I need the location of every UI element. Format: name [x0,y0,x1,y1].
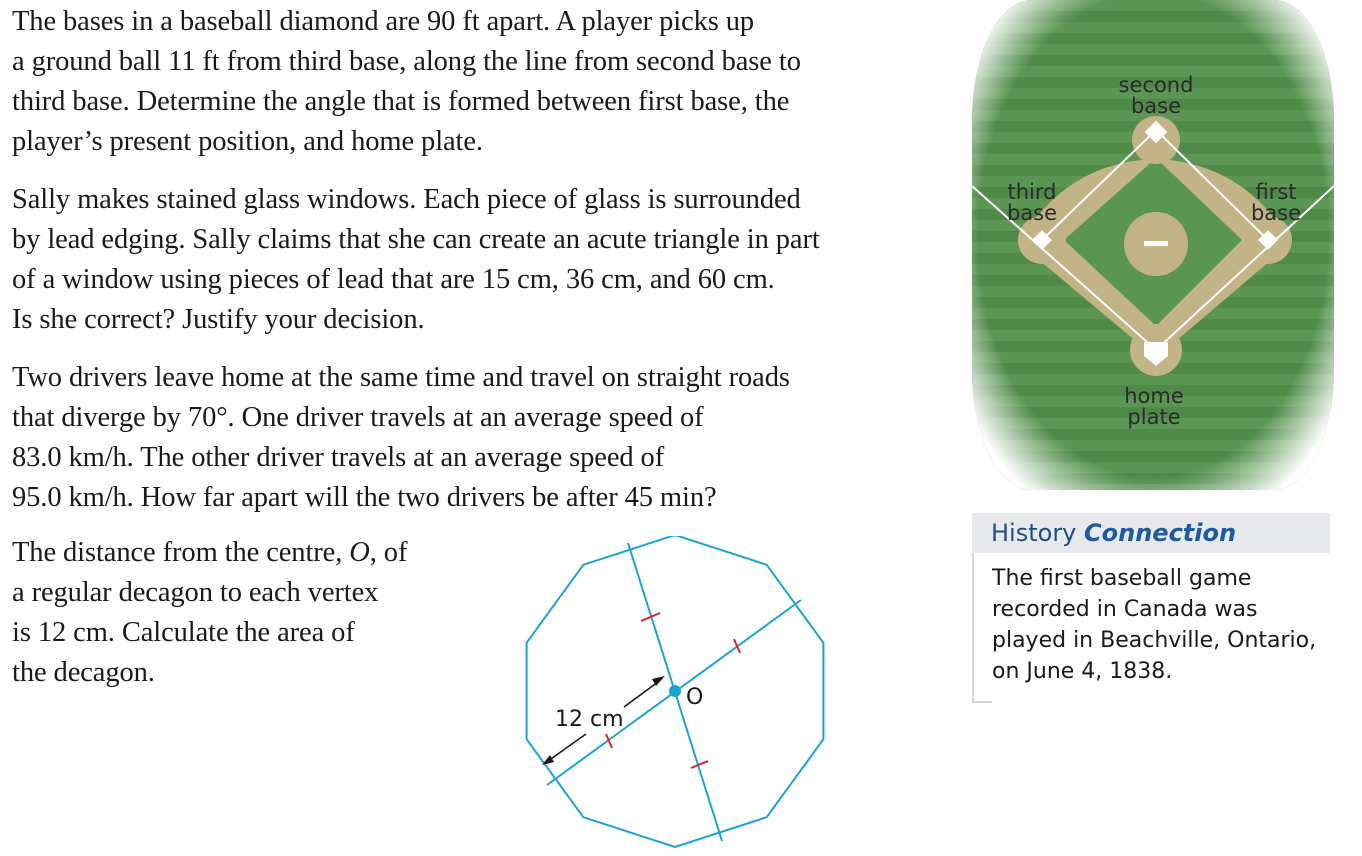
center-point [669,685,681,697]
problem-line: Two drivers leave home at the same time and travel on straight roads [12,362,790,393]
second-base-label-1: second [1118,73,1194,97]
problem-line: Is she correct? Justify your decision. [12,304,425,335]
second-base-label-2: base [1130,94,1182,118]
problem-line: a ground ball 11 ft from third base, along the line from second base to [12,46,801,77]
history-connection-box [972,513,1330,703]
third-base-label-2: base [1006,201,1058,225]
problem-line: by lead edging. Sally claims that she can create an acute triangle in part [12,224,820,255]
problem-line [12,533,407,573]
title-plain: History [991,519,1085,547]
problem-stained-glass [12,180,820,340]
arrowhead [542,755,554,765]
baseball-diamond-figure [972,0,1334,500]
home-plate-label-2: plate [1127,405,1181,429]
problem-decagon-area [12,533,407,693]
problem-line: the decagon. [12,657,155,688]
problem-line: that diverge by 70°. One driver travels at an average speed of [12,402,704,433]
center-label: O [686,685,704,710]
problem-line: of a window using pieces of lead that are 15 cm, 36 cm, and 60 cm. [12,264,775,295]
box-border [972,701,992,703]
problem-line: 95.0 km/h. How far apart will the two drivers be after 45 min? [12,482,717,513]
first-base-label-1: first [1255,180,1297,204]
problem-line: 83.0 km/h. The other driver travels at an average speed of [12,442,665,473]
problem-line: is 12 cm. Calculate the area of [12,617,355,648]
title-emphasis: Connection [1084,519,1237,547]
problem-line: a regular decagon to each vertex [12,577,379,608]
third-base-label-1: third [1007,180,1057,204]
problem-two-drivers [12,358,790,518]
problem-line: The bases in a baseball diamond are 90 ft apart. A player picks up [12,6,755,37]
decagon-figure [510,536,840,848]
first-base-label-2: base [1250,201,1302,225]
box-border [972,553,974,703]
problem-line: third base. Determine the angle that is formed between first base, the [12,86,790,117]
body-line: played in Beachville, Ontario, [992,628,1317,653]
radius-arrow-upper [624,682,658,707]
problem-line: player’s present position, and home plate. [12,126,483,157]
body-line: on June 4, 1838. [992,659,1173,684]
home-plate-label-1: home [1124,384,1184,408]
radius-arrow-lower [548,734,586,761]
problem-text: , of [369,537,408,568]
body-line: The first baseball game [992,566,1252,591]
history-connection-body [992,563,1316,687]
problem-baseball-angle [12,2,801,162]
problem-text: The distance from the centre, [12,537,350,568]
history-connection-title [972,513,1330,553]
body-line: recorded in Canada was [992,597,1258,622]
radius-label: 12 cm [555,707,624,732]
variable-o: O [349,537,370,568]
problem-line: Sally makes stained glass windows. Each piece of glass is surrounded [12,184,801,215]
